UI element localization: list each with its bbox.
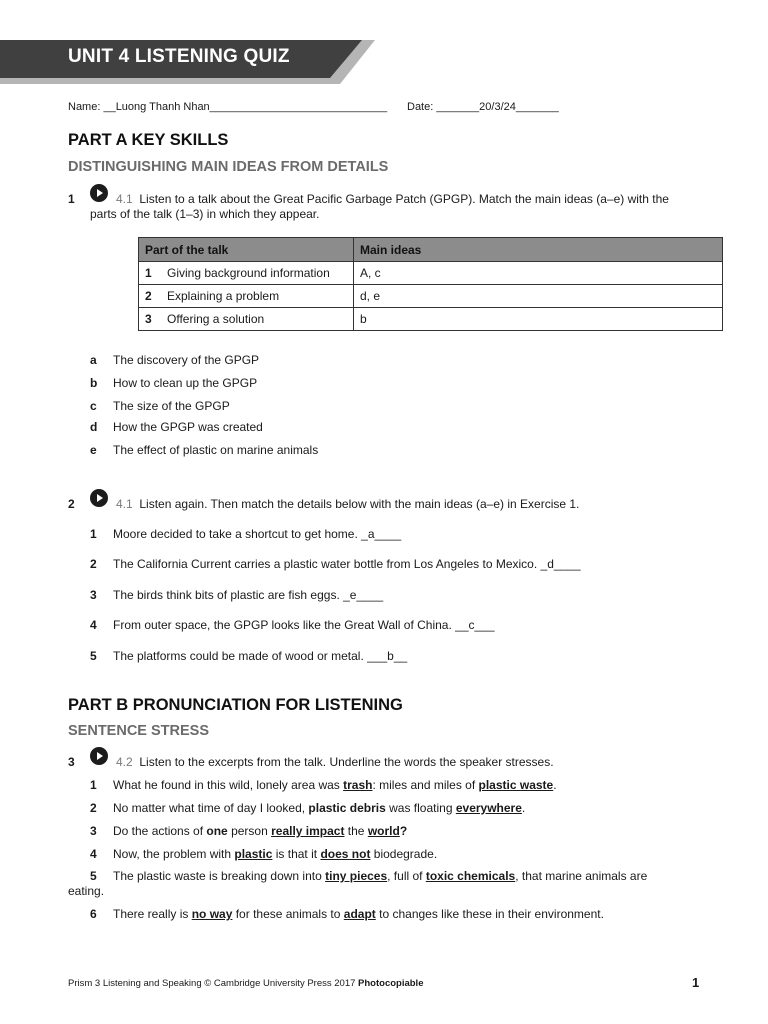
audio-track-number: 4.2 (116, 755, 133, 769)
item-text: The birds think bits of plastic are fish eggs. _e____ (113, 588, 384, 602)
list-item (90, 443, 318, 457)
part-a-heading: PART A KEY SKILLS (68, 131, 229, 149)
page-title: UNIT 4 LISTENING QUIZ (68, 46, 290, 67)
page-number: 1 (692, 975, 700, 990)
row-part: Offering a solution (167, 312, 265, 326)
item-text: From outer space, the GPGP looks like the Great Wall of China. __c___ (113, 618, 495, 632)
list-item (90, 618, 495, 632)
footer-text: Prism 3 Listening and Speaking © Cambridge University Press 2017 (68, 978, 359, 989)
list-item (90, 399, 230, 413)
sentence-item (90, 907, 604, 921)
sentence-text: was floating (385, 801, 456, 815)
date-field: Date: _______20/3/24_______ (407, 101, 559, 113)
item-number: 4 (90, 847, 97, 861)
item-text: The effect of plastic on marine animals (113, 443, 319, 457)
answer-cell[interactable]: b (354, 308, 723, 331)
sentence-text: is that it (272, 847, 321, 861)
sentence-text: biodegrade. (370, 847, 438, 861)
row-part: Giving background information (167, 266, 330, 280)
stressed-word: tiny pieces (325, 869, 388, 883)
audio-track-number: 4.1 (116, 192, 133, 206)
item-text: The size of the GPGP (113, 399, 230, 413)
row-part: Explaining a problem (167, 289, 280, 303)
sentence-text: There really is (113, 907, 192, 921)
table-header: Part of the talk (139, 238, 354, 262)
stressed-word: no way (191, 907, 233, 921)
instruction-line: Listen to a talk about the Great Pacific Garbage Patch (GPGP). Match the main ideas (a–e) with the (139, 192, 669, 206)
stressed-word: world (367, 824, 400, 838)
footer-photocopiable: Photocopiable (358, 978, 424, 989)
item-text: The platforms could be made of wood or metal. ___b__ (113, 649, 408, 663)
item-text: The discovery of the GPGP (113, 353, 260, 367)
stressed-word: adapt (343, 907, 376, 921)
exercise-3-number: 3 (68, 755, 75, 769)
sentence-continuation: eating. (68, 884, 105, 898)
item-number: 1 (90, 527, 97, 541)
footer-credit (68, 978, 423, 989)
sentence-text: for these animals to (232, 907, 344, 921)
exercise-1-instruction-cont: parts of the talk (1–3) in which they appear. (90, 207, 320, 221)
item-number: 2 (90, 801, 97, 815)
item-text: How the GPGP was created (113, 420, 263, 434)
list-item (90, 588, 383, 602)
sentence-text: What he found in this wild, lonely area was (113, 778, 344, 792)
list-item (90, 420, 263, 434)
sentence-text: ? (399, 824, 408, 838)
item-number: 3 (90, 824, 97, 838)
item-number: 4 (90, 618, 97, 632)
item-number: 3 (90, 588, 97, 602)
row-number: 1 (145, 266, 152, 280)
stressed-word: does not (320, 847, 371, 861)
item-letter: e (90, 443, 97, 457)
sentence-text: : miles and miles of (372, 778, 479, 792)
exercise-3-instruction (116, 755, 554, 769)
stressed-word: plastic waste (478, 778, 554, 792)
item-letter: c (90, 399, 97, 413)
sentence-text: The plastic waste is breaking down into (113, 869, 326, 883)
item-text: How to clean up the GPGP (113, 376, 258, 390)
sentence-text: . (521, 801, 526, 815)
instruction-line: Listen to the excerpts from the talk. Underline the words the speaker stresses. (139, 755, 554, 769)
part-b-subheading: SENTENCE STRESS (68, 723, 209, 739)
table-row (139, 262, 723, 285)
item-text: Moore decided to take a shortcut to get home. _a____ (113, 527, 402, 541)
item-number: 1 (90, 778, 97, 792)
item-number: 5 (90, 649, 97, 663)
sentence-item (90, 778, 557, 792)
sentence-item (90, 869, 647, 883)
audio-track-number: 4.1 (116, 497, 133, 511)
play-audio-icon[interactable] (90, 489, 108, 507)
stressed-word: everywhere (455, 801, 522, 815)
parts-table (138, 237, 723, 331)
list-item (90, 376, 257, 390)
sentence-text: . (553, 778, 557, 792)
sentence-item (90, 824, 407, 838)
sentence-text: No matter what time of day I looked, (113, 801, 309, 815)
answer-cell[interactable]: d, e (354, 285, 723, 308)
table-header: Main ideas (354, 238, 723, 262)
sentence-text: , full of (387, 869, 426, 883)
exercise-1-number: 1 (68, 192, 75, 206)
sentence-item (90, 847, 437, 861)
list-item (90, 527, 401, 541)
list-item (90, 557, 581, 571)
exercise-2-number: 2 (68, 497, 75, 511)
sentence-text: , that marine animals are (515, 869, 648, 883)
sentence-text: Do the actions of (113, 824, 207, 838)
stressed-word: one (206, 824, 228, 838)
sentence-text: the (344, 824, 368, 838)
stressed-word: toxic chemicals (425, 869, 516, 883)
row-number: 2 (145, 289, 152, 303)
table-row (139, 285, 723, 308)
stressed-word: really impact (271, 824, 345, 838)
answer-cell[interactable]: A, c (354, 262, 723, 285)
list-item (90, 649, 407, 663)
title-banner (0, 40, 380, 84)
sentence-text: person (227, 824, 272, 838)
item-text: The California Current carries a plastic water bottle from Los Angeles to Mexico. _d____ (113, 557, 581, 571)
sentence-item (90, 801, 525, 815)
item-letter: a (90, 353, 97, 367)
sentence-text: Now, the problem with (113, 847, 235, 861)
exercise-2-instruction (116, 497, 579, 511)
play-audio-icon[interactable] (90, 747, 108, 765)
part-b-heading: PART B PRONUNCIATION FOR LISTENING (68, 696, 403, 714)
row-number: 3 (145, 312, 152, 326)
instruction-line: Listen again. Then match the details below with the main ideas (a–e) in Exercise 1. (139, 497, 580, 511)
play-audio-icon[interactable] (90, 184, 108, 202)
stressed-word: plastic (234, 847, 273, 861)
stressed-word: trash (343, 778, 373, 792)
item-number: 2 (90, 557, 97, 571)
exercise-1-instruction (116, 192, 669, 206)
item-letter: b (90, 376, 98, 390)
name-field: Name: __Luong Thanh Nhan_____________________________ (68, 101, 388, 113)
sentence-text: to changes like these in their environment. (375, 907, 604, 921)
item-letter: d (90, 420, 98, 434)
item-number: 5 (90, 869, 97, 883)
list-item (90, 353, 259, 367)
table-row (139, 308, 723, 331)
item-number: 6 (90, 907, 97, 921)
part-a-subheading: DISTINGUISHING MAIN IDEAS FROM DETAILS (68, 159, 389, 175)
stressed-word: plastic debris (308, 801, 386, 815)
